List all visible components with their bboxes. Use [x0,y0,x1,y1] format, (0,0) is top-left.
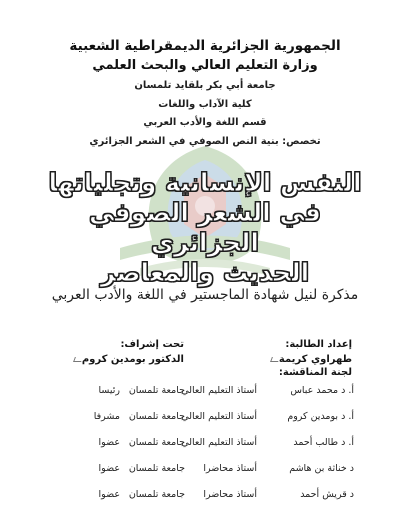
jury-row [0,385,410,399]
jury-row [0,437,410,451]
jury-member-rank: أستاذ محاضرا [203,489,257,500]
title-line-1: النفس الإنسانية وتجلياتها [48,168,362,197]
supervisor-name-line [71,354,184,365]
jury-member-name: د قريش أحمد [300,489,354,500]
jury-row [0,411,410,425]
faculty-name: كلية الآداب واللغات [158,99,252,110]
jury-member-role: عضوا [98,463,120,474]
department-name: قسم اللغة والأدب العربي [143,117,267,128]
jury-member-role: مشرفا [93,411,120,422]
jury-member-institution: جامعة تلمسان [128,385,185,396]
student-label: إعداد الطالبة: [285,339,352,350]
title-line-2: في الشعر الصوفي الجزائري [88,198,322,257]
jury-member-role: عضوا [98,489,120,500]
jury-member-name: أ. د محمد عباس [290,385,354,396]
jury-member-role: عضوا [98,437,120,448]
jury-member-rank: أستاذ التعليم العالي [181,411,257,422]
jury-row [0,463,410,477]
thesis-title [40,168,370,288]
jury-label: لجنة المناقشة: [278,367,352,378]
jury-member-name: د خناثة بن هاشم [289,463,354,474]
jury-member-rank: أستاذ التعليم العالي [181,385,257,396]
jury-member-institution: جامعة تلمسان [128,463,185,474]
ministry-heading: وزارة التعليم العالي والبحث العلمي [92,58,318,73]
university-name: جامعة أبي بكر بلقايد تلمسان [134,80,276,91]
supervisor-name: الدكتور بومدين كروم [81,354,184,365]
jury-row [0,489,410,503]
jury-member-name: أ. د بومدين كروم [287,411,354,422]
jury-member-institution: جامعة تلمسان [128,489,185,500]
supervisor-label: تحت إشراف: [120,339,184,350]
tick-icon [270,357,280,362]
specialty-line: تخصص: بنية النص الصوفي في الشعر الجزائري [89,136,321,147]
student-name: طهراوي كريمة [278,354,352,365]
jury-member-rank: أستاذ محاضرا [203,463,257,474]
republic-heading: الجمهورية الجزائرية الديمقراطية الشعبية [69,38,341,54]
thesis-subtitle: مذكرة لنيل شهادة الماجستير في اللغة والأدب العربي [51,287,359,303]
jury-member-institution: جامعة تلمسان [128,437,185,448]
jury-member-institution: جامعة تلمسان [128,411,185,422]
jury-member-role: رئيسا [98,385,120,396]
jury-member-rank: أستاذ التعليم العالي [181,437,257,448]
title-line-3: الحديث والمعاصر [100,258,310,287]
student-name-line [268,354,352,365]
tick-icon [73,357,83,362]
jury-member-name: أ. د طالب أحمد [293,437,354,448]
